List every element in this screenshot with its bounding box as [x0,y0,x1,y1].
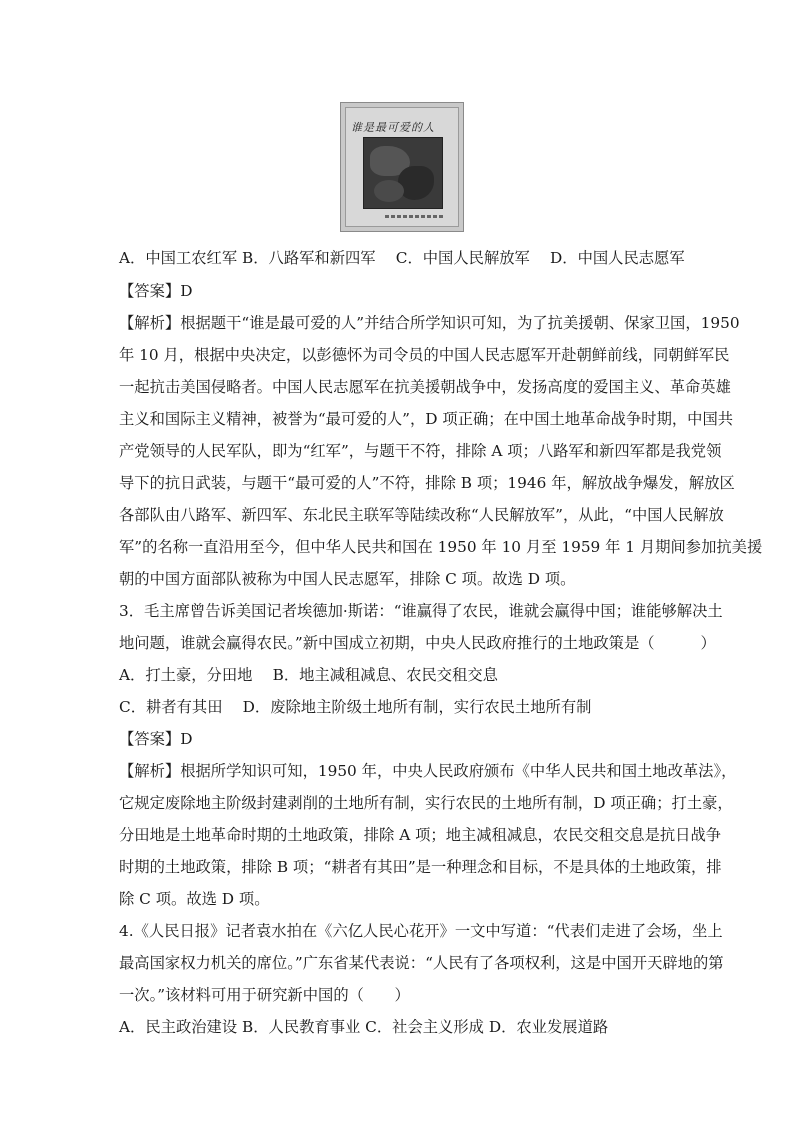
q2-analysis-line: 各部队由八路军、新四军、东北民主联军等陆续改称“人民解放军”，从此，“中国人民解放 [119,506,724,524]
q2-analysis-line: 产党领导的人民军队，即为“红军”，与题干不符，排除 A 项；八路军和新四军都是我党领 [119,442,722,460]
q3-analysis-line: 【解析】根据所学知识可知，1950 年，中央人民政府颁布《中华人民共和国土地改革法》， [119,762,737,780]
q4-stem-line: 4.《人民日报》记者袁水拍在《六亿人民心花开》一文中写道：“代表们走进了会场，坐上 [119,922,723,940]
q3-analysis-line: 除 C 项。故选 D 项。 [119,890,270,908]
q2-analysis-line: 导下的抗日武装，与题干“最可爱的人”不符，排除 B 项；1946 年，解放战争爆发，解放区 [119,474,735,492]
q2-analysis-line: 朝的中国方面部队被称为中国人民志愿军，排除 C 项。故选 D 项。 [119,570,576,588]
q3-stem-line: 3．毛主席曾告诉美国记者埃德加·斯诺：“谁赢得了农民，谁就会赢得中国；谁能够解决土 [119,602,723,620]
q3-option-ab: A．打土豪，分田地 B．地主减租减息、农民交租交息 [119,666,498,684]
q3-analysis-line: 它规定废除地主阶级封建剥削的土地所有制，实行农民的土地所有制，D 项正确；打土豪， [119,794,733,812]
q3-analysis-line: 分田地是土地革命时期的土地政策，排除 A 项；地主减租减息，农民交租交息是抗日战争 [119,826,722,844]
q3-option-cd: C．耕者有其田 D．废除地主阶级土地所有制，实行农民土地所有制 [119,698,592,716]
q2-options: A．中国工农红军 B．八路军和新四军 C．中国人民解放军 D．中国人民志愿军 [119,249,685,267]
q2-answer: 【答案】D [119,282,193,300]
q4-stem-line: 最高国家权力机关的席位。”广东省某代表说：“人民有了各项权利，这是中国开天辟地的第 [119,954,724,972]
q3-answer: 【答案】D [119,730,193,748]
poster-publisher-line [385,215,445,218]
q2-analysis-line: 军”的名称一直沿用至今，但中华人民共和国在 1950 年 10 月至 1959 年 1 月期间参加抗美援 [119,538,763,556]
q3-analysis-line: 时期的土地政策，排除 B 项；“耕者有其田”是一种理念和目标，不是具体的土地政策，排 [119,858,722,876]
q2-analysis-line: 一起抗击美国侵略者。中国人民志愿军在抗美援朝战争中，发扬高度的爱国主义、革命英雄 [119,378,731,396]
q2-analysis-line: 【解析】根据题干“谁是最可爱的人”并结合所学知识可知，为了抗美援朝、保家卫国，1950 [119,314,740,332]
poster-picture [363,137,443,209]
q2-analysis-line: 年 10 月，根据中央决定，以彭德怀为司令员的中国人民志愿军开赴朝鲜前线，同朝鲜军民 [119,346,730,364]
poster-image [340,102,464,232]
q3-stem-line: 地问题，谁就会赢得农民。”新中国成立初期，中央人民政府推行的土地政策是（ ） [119,634,716,652]
poster-title-calligraphy: 谁是最可爱的人 [351,121,435,133]
q4-options: A．民主政治建设 B．人民教育事业 C．社会主义形成 D．农业发展道路 [119,1018,609,1036]
q4-stem-line: 一次。”该材料可用于研究新中国的（ ） [119,986,410,1004]
q2-analysis-line: 主义和国际主义精神，被誉为“最可爱的人”，D 项正确；在中国土地革命战争时期，中国共 [119,410,734,428]
